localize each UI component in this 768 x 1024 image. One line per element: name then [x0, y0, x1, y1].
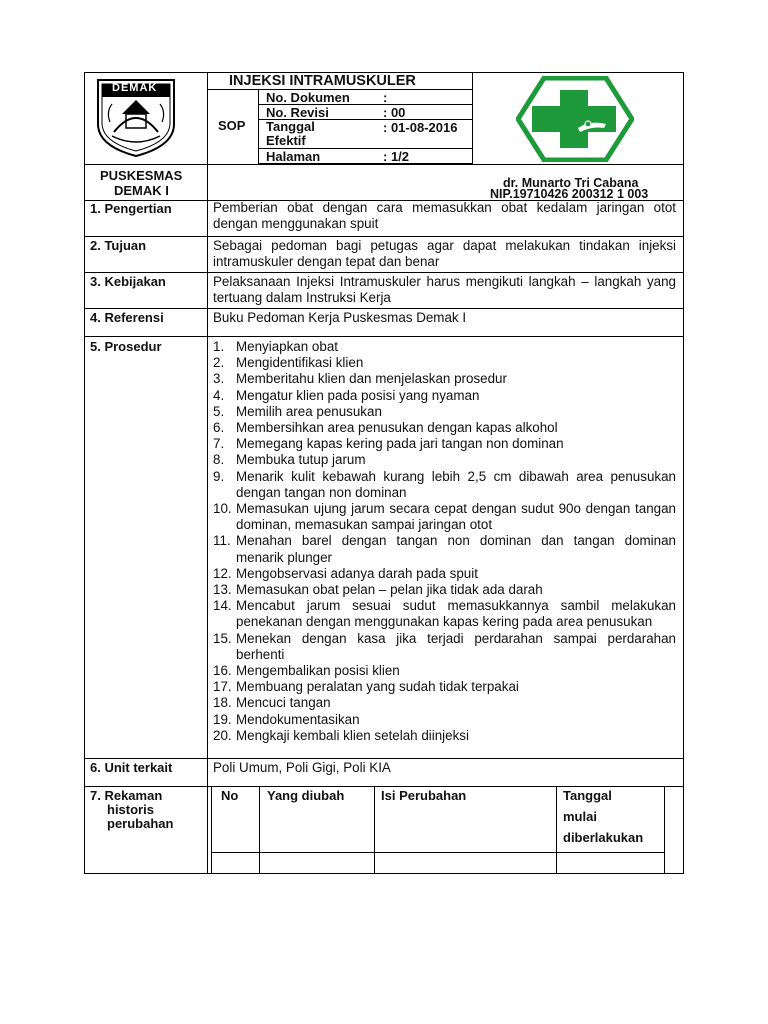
- meta-value-tanggal: : 01-08-2016: [383, 120, 458, 135]
- text-kebijakan: Pelaksanaan Injeksi Intramuskuler harus mengikuti langkah – langkah yang tertuang dalam Instruksi Kerja: [213, 274, 676, 305]
- page-title: INJEKSI INTRAMUSKULER: [229, 73, 416, 89]
- procedure-step: [213, 631, 676, 663]
- demak-logo: [92, 76, 180, 158]
- history-header-content: Isi Perubahan: [381, 788, 467, 803]
- procedure-step-text: Memegang kapas kering pada jari tangan non dominan: [236, 436, 564, 452]
- procedure-step-number: 20.: [213, 727, 232, 743]
- procedure-step-text: Memasukan obat pelan – pelan jika tidak ada darah: [236, 582, 543, 598]
- label-kebijakan: 3. Kebijakan: [90, 274, 166, 289]
- procedure-step: [213, 501, 676, 533]
- procedure-step-text: Membuka tutup jarum: [236, 452, 366, 468]
- procedure-step: [213, 355, 676, 371]
- procedure-step-text: Mengembalikan posisi klien: [236, 663, 400, 679]
- meta-label-revisi: No. Revisi: [266, 105, 329, 120]
- procedure-step-text: Mengkaji kembali klien setelah diinjeksi: [236, 727, 469, 743]
- meta-label-dokumen: No. Dokumen: [266, 90, 350, 105]
- row-sep-5: [84, 336, 684, 337]
- left-column-divider: [207, 72, 208, 874]
- logo-label: DEMAK: [112, 82, 158, 94]
- procedure-step-number: 6.: [213, 420, 225, 436]
- procedure-step-number: 19.: [213, 711, 232, 727]
- procedure-step: [213, 469, 676, 501]
- history-header-date-1: Tanggal: [563, 788, 612, 803]
- procedure-step-text: Mendokumentasikan: [236, 711, 360, 727]
- label-tujuan: 2. Tujuan: [90, 238, 147, 253]
- procedure-step: [213, 436, 676, 452]
- label-rekaman-2: historis: [107, 802, 154, 817]
- procedure-step: [213, 712, 676, 728]
- signer-nip: NIP.19710426 200312 1 003: [490, 187, 649, 201]
- procedure-step-number: 8.: [213, 452, 225, 468]
- history-col-2: [374, 787, 375, 874]
- procedure-step-number: 3.: [213, 371, 225, 387]
- history-header-changed: Yang diubah: [267, 788, 345, 803]
- procedure-step-number: 2.: [213, 355, 225, 371]
- procedure-step-number: 11.: [213, 533, 231, 549]
- procedure-step-text: Mencabut jarum sesuai sudut memasukkannya sambil melakukan penekanan dengan menggunakan kapas kering pada area penusukan: [236, 598, 676, 630]
- history-col-3: [556, 787, 557, 874]
- procedure-step: [213, 582, 676, 598]
- procedure-step: [213, 695, 676, 711]
- label-unit: 6. Unit terkait: [90, 760, 173, 775]
- procedure-step: [213, 533, 676, 565]
- procedure-step-text: Menahan barel dengan tangan non dominan dan tangan dominan menarik plunger: [236, 533, 676, 565]
- org-name-line2: DEMAK I: [114, 183, 169, 198]
- org-name-line1: PUSKESMAS: [100, 168, 183, 183]
- procedure-step: [213, 452, 676, 468]
- procedure-step-number: 1.: [213, 339, 225, 354]
- procedure-step-text: Mengobservasi adanya darah pada spuit: [236, 565, 478, 581]
- label-referensi: 4. Referensi: [90, 310, 164, 325]
- procedure-step: [213, 679, 676, 695]
- procedure-step-number: 14.: [213, 598, 232, 614]
- text-pengertian: Pemberian obat dengan cara memasukkan obat kedalam jaringan otot dengan menggunakan spuit: [213, 200, 676, 231]
- label-rekaman-3: perubahan: [107, 816, 174, 831]
- procedure-step-number: 12.: [213, 565, 232, 581]
- meta-value-halaman: : 1/2: [383, 149, 410, 164]
- procedure-step: [213, 663, 676, 679]
- row-sep-2: [84, 236, 684, 237]
- header-bottom-line: [84, 164, 684, 165]
- procedure-step-number: 16.: [213, 663, 232, 679]
- history-header-date-2: mulai: [563, 809, 597, 824]
- history-header-no: No: [221, 788, 239, 803]
- history-col-1: [259, 787, 260, 874]
- text-tujuan: Sebagai pedoman bagi petugas agar dapat melakukan tindakan injeksi intramuskuler dengan tepat dan benar: [213, 238, 676, 269]
- procedure-step-number: 10.: [213, 501, 232, 517]
- procedure-step: [213, 371, 676, 387]
- procedure-step-number: 17.: [213, 679, 232, 695]
- procedure-step-text: Mengidentifikasi klien: [236, 355, 364, 371]
- procedure-step-text: Membuang peralatan yang sudah tidak terpakai: [236, 679, 519, 695]
- signer-name: dr. Munarto Tri Cabana: [503, 176, 639, 190]
- procedure-step: [213, 420, 676, 436]
- procedure-step-text: Membersihkan area penusukan dengan kapas alkohol: [236, 420, 558, 436]
- procedure-step: [213, 566, 676, 582]
- procedure-step-number: 13.: [213, 582, 232, 598]
- meta-label-tanggal: Tanggal Efektif: [266, 119, 315, 148]
- history-row-sep: [211, 852, 665, 853]
- meta-value-dokumen: :: [383, 90, 388, 105]
- procedure-step-text: Memasukan ujung jarum secara cepat dengan sudut 90o dengan tangan dominan, memasukan sampai jaringan otot: [236, 501, 676, 533]
- procedure-step-number: 18.: [213, 695, 232, 711]
- sop-label: SOP: [218, 118, 246, 133]
- procedure-step: [213, 339, 676, 355]
- puskesmas-logo: [516, 76, 634, 162]
- procedure-step-number: 7.: [213, 436, 225, 452]
- procedure-step-number: 9.: [213, 468, 225, 484]
- procedure-step-text: Memilih area penusukan: [236, 403, 382, 419]
- row-sep-3: [84, 272, 684, 273]
- text-referensi: Buku Pedoman Kerja Puskesmas Demak I: [213, 310, 467, 325]
- procedure-list: [213, 339, 676, 744]
- text-unit: Poli Umum, Poli Gigi, Poli KIA: [213, 760, 391, 775]
- procedure-step-text: Menyiapkan obat: [236, 339, 338, 354]
- procedure-step-number: 4.: [213, 387, 225, 403]
- procedure-step-text: Mencuci tangan: [236, 695, 331, 711]
- label-pengertian: 1. Pengertian: [90, 201, 172, 216]
- procedure-step-number: 5.: [213, 403, 225, 419]
- procedure-step: [213, 598, 676, 630]
- label-rekaman-1: 7. Rekaman: [90, 788, 163, 803]
- label-prosedur: 5. Prosedur: [90, 339, 162, 354]
- procedure-step: [213, 728, 676, 744]
- procedure-step: [213, 388, 676, 404]
- procedure-step-text: Memberitahu klien dan menjelaskan prosedur: [236, 371, 507, 387]
- history-header-date-3: diberlakukan: [563, 830, 644, 845]
- row-sep-6: [84, 758, 684, 759]
- meta-value-revisi: : 00: [383, 105, 406, 120]
- procedure-step-text: Mengatur klien pada posisi yang nyaman: [236, 387, 480, 403]
- procedure-step-text: Menekan dengan kasa jika terjadi perdarahan sampai perdarahan berhenti: [236, 630, 676, 662]
- procedure-step-text: Menarik kulit kebawah kurang lebih 2,5 cm dibawah area penusukan dengan tangan non dominan: [236, 468, 676, 500]
- meta-label-halaman: Halaman: [266, 149, 321, 164]
- procedure-step-number: 15.: [213, 630, 232, 646]
- row-sep-4: [84, 308, 684, 309]
- procedure-step: [213, 404, 676, 420]
